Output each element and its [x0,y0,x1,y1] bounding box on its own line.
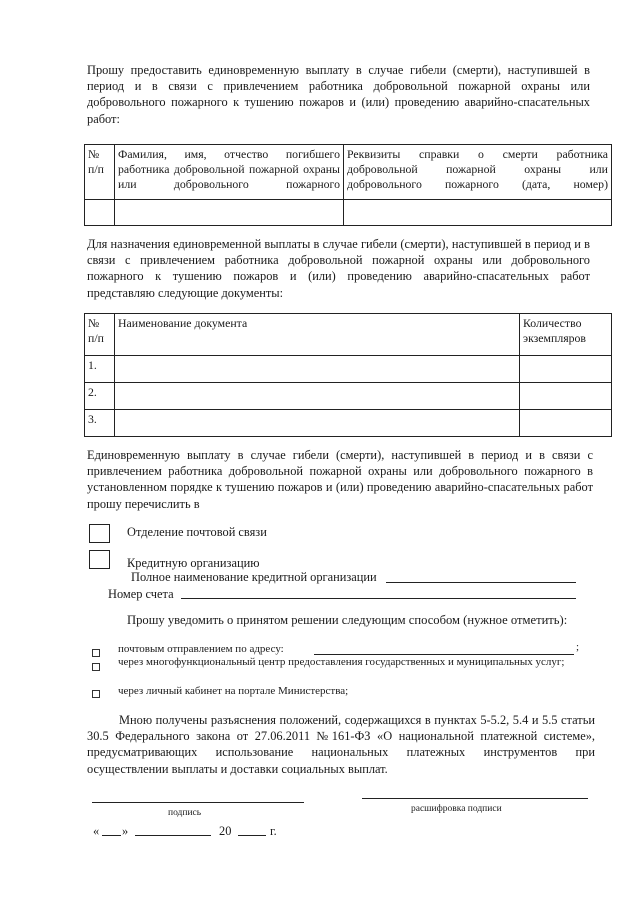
date-year-prefix: 20 [219,824,232,838]
signature-line[interactable] [92,802,304,803]
table-header-certificate: Реквизиты справки о смерти работника добровольной пожарной охраны или добровольного пожарного (дата, номер) [344,145,612,200]
bank-name-label: Полное наименование кредитной организации [131,570,377,584]
date-day-field[interactable] [102,835,121,836]
table-cell[interactable] [520,383,612,410]
table-row [85,410,612,437]
credit-org-checkbox[interactable] [89,550,110,569]
section2-intro: Для назначения единовременной выплаты в случае гибели (смерти), наступившей в период и в связи с привлечением работника добровольной пожарной охраны или добровольного пожарного к тушению пожаров и (или) проведению аварийно-спасательных работ представляю следующие документы: [87,237,590,300]
signature-label: подпись [168,808,202,818]
bank-name-field[interactable] [386,582,576,583]
account-label: Номер счета [108,587,174,601]
table-header-document: Наименование документа [115,314,520,356]
table-cell[interactable] [115,200,344,226]
table-cell: 1. [85,356,115,383]
date-year-field[interactable] [238,835,266,836]
documents-table [84,313,612,437]
account-field[interactable] [181,598,576,599]
notify-mail-checkbox[interactable] [92,649,100,657]
notify-portal-checkbox[interactable] [92,690,100,698]
deceased-table [84,144,612,226]
table-cell[interactable] [115,356,520,383]
table-header-number: № п/п [85,145,115,200]
date-month-field[interactable] [135,835,211,836]
table-row [85,200,612,226]
notify-mfc-checkbox[interactable] [92,663,100,671]
mail-address-suffix: ; [576,641,580,653]
table-header-name: Фамилия, имя, отчество погибшего работника добровольной пожарной охраны или добровольного пожарного [115,145,344,200]
notify-mail-label: почтовым отправлением по адресу: [118,643,284,655]
notify-portal-label: через личный кабинет на портале Министерства; [118,685,349,697]
table-cell[interactable] [520,410,612,437]
section3-intro: Единовременную выплату в случае гибели (смерти), наступившей в период и в связи с привлечением работника добровольной пожарной охраны или добровольного пожарного в установленном порядке к тушению пожаров и (или) проведению аварийно-спасательных работ прошу перечислить в [87,448,593,511]
table-cell[interactable] [85,200,115,226]
table-cell[interactable] [115,383,520,410]
table-header-number: № п/п [85,314,115,356]
date-open-quote: « [93,824,100,838]
section1-intro: Прошу предоставить единовременную выплату в случае гибели (смерти), наступившей в период и в связи с привлечением работника добровольной пожарной охраны или добровольного пожарного к тушению пожаров и (или) проведению аварийно-спасательных работ: [87,63,590,126]
table-header-count: Количество экземпляров [520,314,612,356]
post-office-label: Отделение почтовой связи [127,525,267,539]
decoding-label: расшифровка подписи [411,804,502,814]
table-row [85,356,612,383]
date-year-suffix: г. [270,824,277,838]
decoding-line[interactable] [362,798,588,799]
table-cell: 2. [85,383,115,410]
table-cell[interactable] [344,200,612,226]
table-cell[interactable] [115,410,520,437]
table-cell[interactable] [520,356,612,383]
credit-org-label: Кредитную организацию [127,556,260,570]
post-office-checkbox[interactable] [89,524,110,543]
table-row [85,383,612,410]
notify-mfc-label: через многофункциональный центр предоставления государственных и муниципальных услуг; [118,656,565,668]
date-close-quote: » [122,824,129,838]
clarification-text: Мною получены разъяснения положений, содержащихся в пунктах 5-5.2, 5.4 и 5.5 статьи 30.5 Федерального закона от 27.06.2011 №161-ФЗ «О национальной платежной системе», предусматривающих использование национальных платежных инструментов при осуществлении выплаты и доставки социальных выплат. [87,713,595,776]
table-cell: 3. [85,410,115,437]
notify-heading: Прошу уведомить о принятом решении следующим способом (нужное отметить): [127,613,568,627]
